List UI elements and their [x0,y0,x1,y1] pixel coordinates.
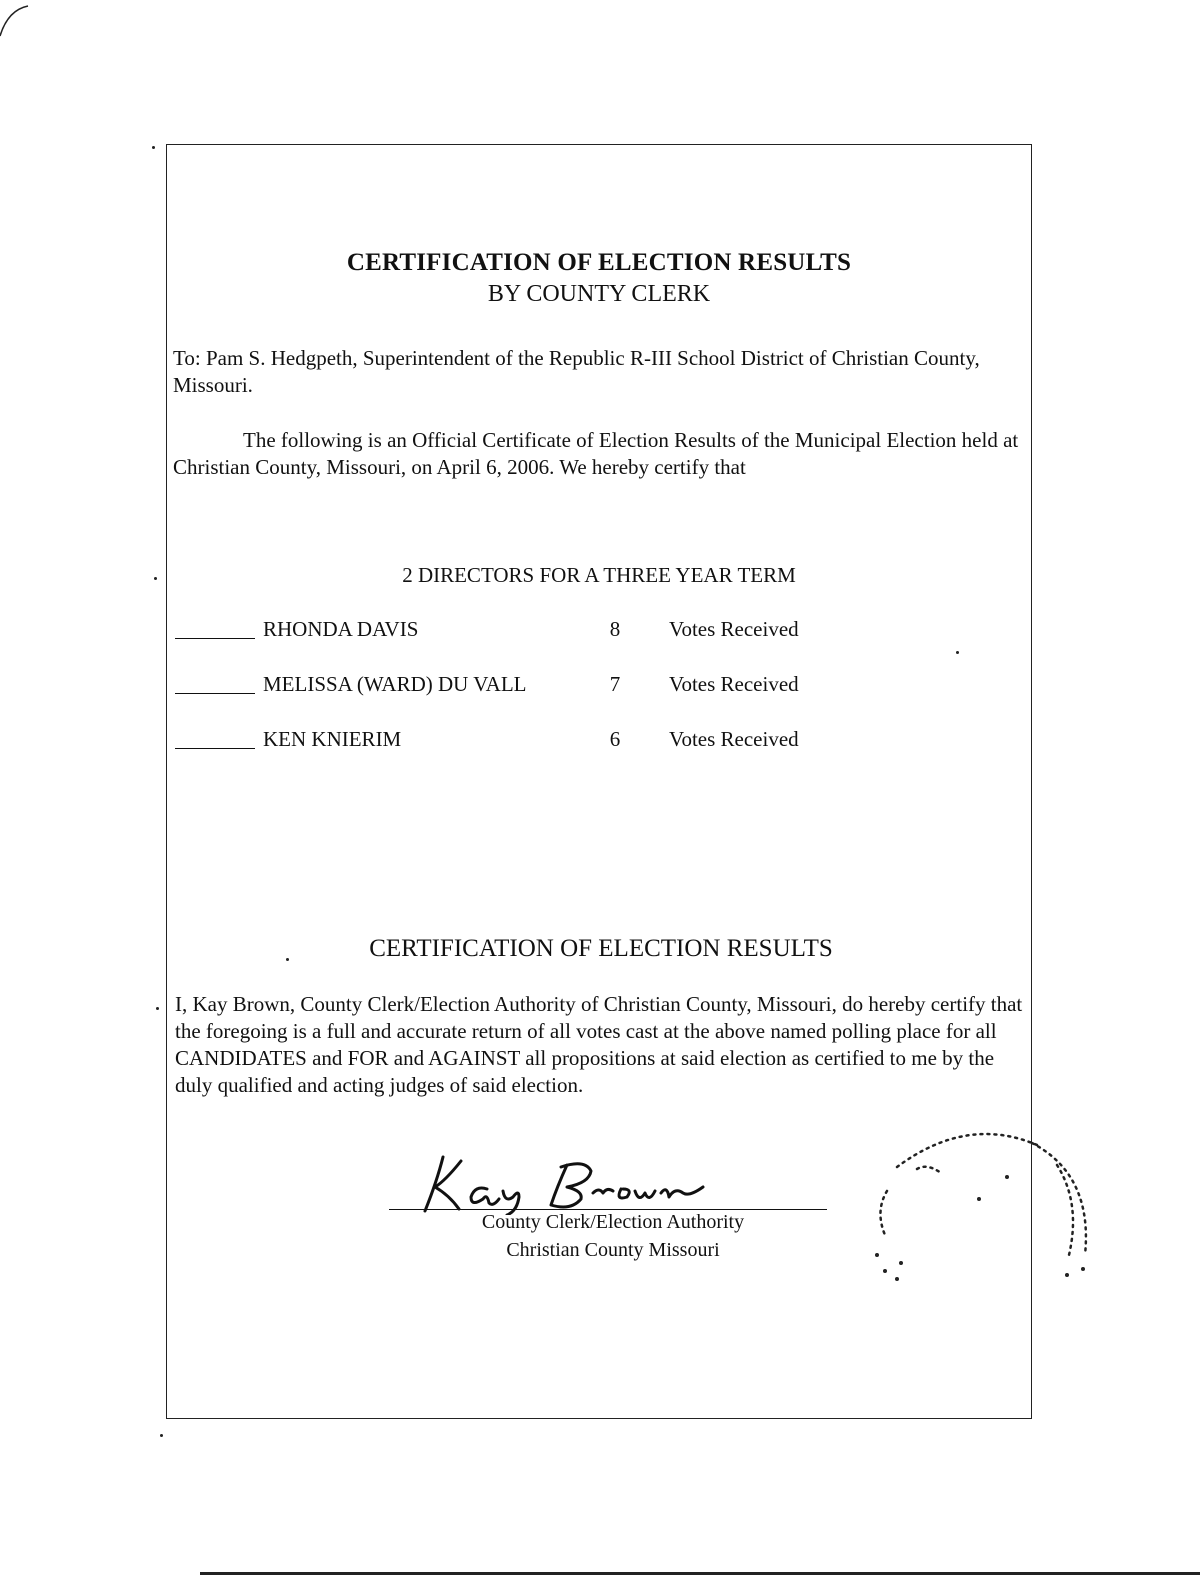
certificate-frame [166,144,1032,1419]
signature-line [389,1209,827,1210]
mark-blank-line [175,693,255,694]
certification-heading: CERTIFICATION OF ELECTION RESULTS [369,935,833,962]
document-title: CERTIFICATION OF ELECTION RESULTS [346,249,852,276]
embossed-seal [857,1125,1102,1305]
candidate-name: RHONDA DAVIS [263,617,419,641]
mark-blank-line [175,748,255,749]
candidate-votes: 6 [609,727,621,751]
addressee-line: To: Pam S. Hedgpeth, Superintendent of the Republic R-III School District of Christian County, Missouri. [173,346,980,397]
candidate-name: MELISSA (WARD) DU VALL [263,672,527,696]
scan-corner-mark [0,0,30,40]
document-subtitle: BY COUNTY CLERK [487,281,711,307]
mark-blank-line [175,638,255,639]
scan-speck [154,577,157,580]
scan-speck [160,1434,163,1437]
votes-label: Votes Received [669,672,799,696]
votes-label: Votes Received [669,727,799,751]
signer-jurisdiction: Christian County Missouri [506,1239,720,1261]
race-title: 2 DIRECTORS FOR A THREE YEAR TERM [402,563,796,587]
intro-paragraph: The following is an Official Certificate of Election Results of the Municipal Election held at Christian County, Missouri, on April 6, 2006. We hereby certify that [173,428,1019,479]
candidate-name: KEN KNIERIM [263,727,402,751]
candidate-votes: 7 [609,672,621,696]
certification-paragraph: I, Kay Brown, County Clerk/Election Authority of Christian County, Missouri, do hereby certify that the foregoing is a full and accurate return of all votes cast at the above named polling place for all CANDIDATES and FOR and AGAINST all propositions at said election as certified to me by the duly qualified and acting judges of said election. [175,992,1023,1097]
scan-speck [152,146,155,149]
votes-label: Votes Received [669,617,799,641]
scan-speck [156,1007,159,1010]
signer-title: County Clerk/Election Authority [481,1211,745,1233]
candidate-votes: 8 [609,617,621,641]
handwritten-signature [421,1153,721,1215]
scan-bottom-edge [200,1572,1200,1575]
